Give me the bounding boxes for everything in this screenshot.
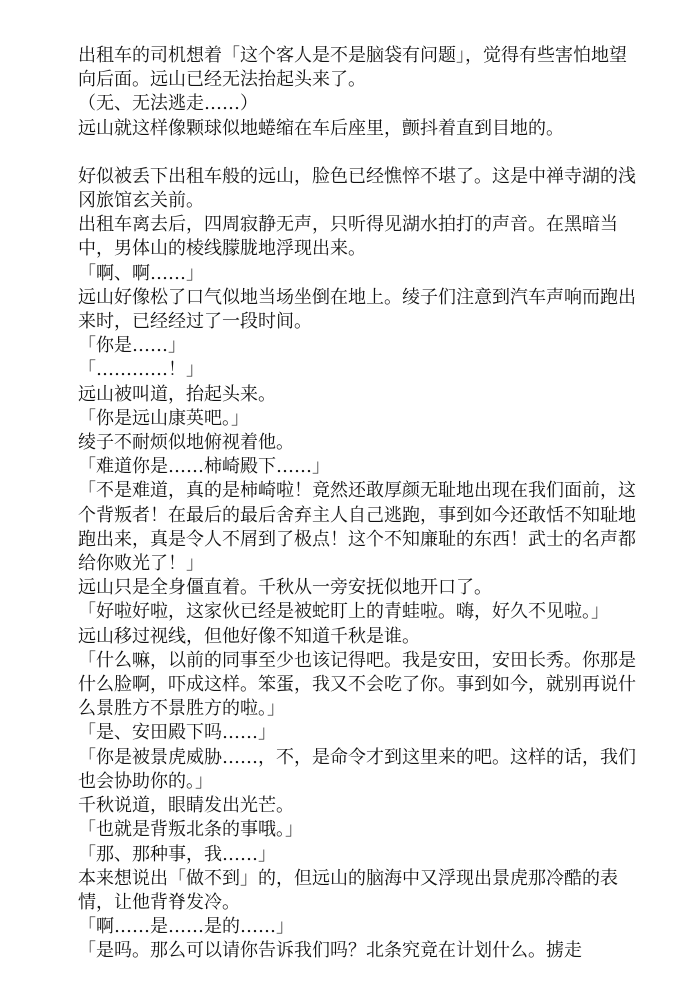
paragraph: （无、无法逃走……）	[78, 93, 258, 115]
paragraph: 远山好像松了口气似地当场坐倒在地上。绫子们注意到汽车声响而跑出来时，已经经过了一段时间。	[78, 286, 636, 333]
paragraph: 远山就这样像颗球似地蜷缩在车后座里，颤抖着直到目地的。	[78, 117, 564, 139]
paragraph: 本来想说出「做不到」的，但远山的脑海中又浮现出景虎那冷酷的表情，让他背脊发冷。	[78, 867, 618, 913]
paragraph: 「你是被景虎威胁……，不，是命令才到这里来的吧。这样的话，我们也会协助你的。」	[78, 746, 636, 792]
paragraph: 「是吗。那么可以请你告诉我们吗？北条究竟在计划什么。掳走	[78, 940, 582, 962]
paragraph: 远山移过视线，但他好像不知道千秋是谁。	[78, 625, 420, 647]
paragraph: 「你是远山康英吧。」	[78, 407, 249, 429]
paragraph: 远山只是全身僵直着。千秋从一旁安抚似地开口了。	[78, 577, 492, 599]
paragraph: 「啊……是……是的……」	[78, 916, 294, 938]
paragraph: 出租车的司机想着「这个客人是不是脑袋有问题」，觉得有些害怕地望向后面。远山已经无法抬起头来了。	[78, 45, 627, 91]
paragraph: 「那、那种事，我……」	[78, 843, 276, 865]
paragraph: 「什么嘛，以前的同事至少也该记得吧。我是安田，安田长秀。你那是什么脸啊，吓成这样。笨蛋，我又不会吃了你。事到如今，就别再说什么景胜方不景胜方的啦。」	[78, 649, 636, 720]
paragraph: 千秋说道，眼睛发出光芒。	[78, 795, 294, 817]
paragraph: 「你是……」	[78, 335, 186, 357]
paragraph: 「…………！」	[78, 359, 204, 381]
paragraph: 出租车离去后，四周寂静无声，只听得见湖水拍打的声音。在黑暗当中，男体山的棱线朦胧地浮现出来。	[78, 214, 618, 260]
paragraph: 「啊、啊……」	[78, 262, 204, 284]
paragraph: 「是、安田殿下吗……」	[78, 722, 276, 744]
paragraph: 「不是难道，真的是柿崎啦！竟然还敢厚颜无耻地出现在我们面前，这个背叛者！在最后的最后舍弃主人自己逃跑，事到如今还敢恬不知耻地跑出来，真是令人不屑到了极点！这个不知廉耻的东西！武士的名声都给你败光了！」	[78, 480, 636, 575]
paragraph: 「好啦好啦，这家伙已经是被蛇盯上的青蛙啦。嗨，好久不见啦。」	[78, 601, 609, 623]
body-text	[78, 44, 638, 964]
paragraph: 好似被丢下出租车般的远山，脸色已经憔悴不堪了。这是中禅寺湖的浅冈旅馆玄关前。	[78, 165, 636, 212]
section-break	[78, 141, 638, 165]
paragraph: 「也就是背叛北条的事哦。」	[78, 819, 303, 841]
paragraph: 绫子不耐烦似地俯视着他。	[78, 432, 294, 454]
paragraph: 远山被叫道，抬起头来。	[78, 383, 276, 405]
paragraph: 「难道你是……柿崎殿下……」	[78, 456, 330, 478]
